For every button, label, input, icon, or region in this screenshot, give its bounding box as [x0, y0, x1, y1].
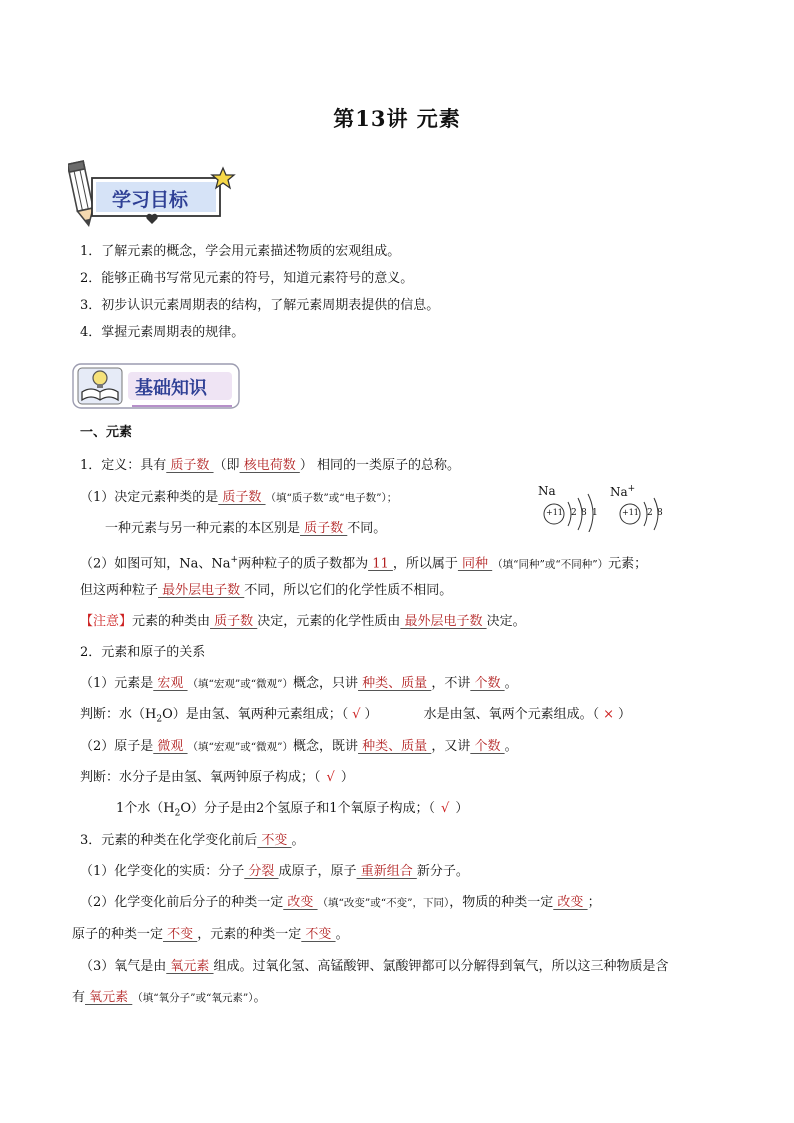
- text: 。: [504, 676, 518, 691]
- answer: 不变: [163, 927, 198, 942]
- text: Na: [610, 485, 628, 499]
- na-ion-shell-2: 8: [657, 508, 663, 518]
- section-3-line: [80, 832, 305, 850]
- text: O）分子是由2个氢原子和1个氧原子构成；（: [180, 801, 436, 816]
- hint-note: （填“同种”或“不同种”）: [492, 558, 609, 571]
- judge-1-line: [80, 706, 631, 729]
- c2b-line: [72, 926, 349, 944]
- answer: 宏观: [153, 676, 188, 691]
- text: 一种元素与另一种元素的本区别是: [105, 521, 301, 536]
- na-shell-3: 1: [592, 508, 598, 518]
- text: 判断：水分子是由氢、氧两钟原子构成；（: [80, 770, 321, 785]
- text: O）是由氢、氧两种元素组成；（: [162, 707, 349, 722]
- q1b-line: [105, 520, 386, 538]
- learning-goals-label: 学习目标: [112, 189, 189, 211]
- answer: 质子数: [300, 521, 348, 536]
- check-mark: √: [326, 770, 335, 785]
- text: 1个水（H: [116, 801, 175, 816]
- text: 不同，所以它们的化学性质不相同。: [244, 583, 453, 598]
- answer: 改变: [553, 895, 588, 910]
- text: （2）化学变化前后分子的种类一定: [80, 895, 284, 910]
- hint-note: （填“宏观”或“微观”）: [187, 678, 294, 690]
- text: 但这两种粒子: [80, 583, 159, 598]
- na-label: Na: [538, 484, 556, 498]
- answer: 氧元素: [85, 990, 133, 1005]
- hint-note: （填“氧分子”或“氧元素”）: [132, 992, 254, 1004]
- cross-mark: ×: [603, 707, 614, 722]
- text: 原子的种类一定: [72, 927, 164, 942]
- text: ；: [587, 895, 601, 910]
- na-shell-1: 2: [571, 508, 577, 518]
- q2b-line: [80, 582, 452, 600]
- goal-item-1: 1．了解元素的概念，学会用元素描述物质的宏观组成。: [80, 244, 401, 259]
- charge-sup: +: [230, 555, 239, 565]
- text: 。: [504, 739, 518, 754]
- na-nucleus: +11: [546, 508, 563, 517]
- text: ）: [340, 770, 354, 785]
- text: 概念，只讲: [293, 676, 359, 691]
- answer-proton-number: 质子数: [166, 458, 214, 473]
- answer: 种类、质量: [358, 676, 432, 691]
- text: ，不讲: [431, 676, 471, 691]
- answer: 氧元素: [166, 959, 214, 974]
- text: （1）化学变化的实质：分子: [80, 864, 245, 879]
- text: 。: [335, 927, 349, 942]
- na-shell-2: 8: [581, 508, 587, 518]
- page-title: 第13讲 元素: [333, 106, 461, 131]
- charge-sup: +: [627, 484, 636, 494]
- answer: 个数: [470, 739, 505, 754]
- judge-2-line: [80, 769, 354, 787]
- answer: 微观: [153, 739, 188, 754]
- check-mark: √: [441, 801, 450, 816]
- text: ，又讲: [431, 739, 471, 754]
- hint-note: （填“改变”或“不变”，下同）: [317, 897, 450, 909]
- text: ，所以属于: [392, 556, 458, 572]
- text: 1．定义：具有: [80, 458, 167, 473]
- q1-line: [80, 489, 397, 507]
- judge-3-line: [116, 800, 468, 823]
- text: （即: [213, 458, 240, 473]
- goal-item-2: 2．能够正确书写常见元素的符号，知道元素符号的意义。: [80, 271, 414, 286]
- answer: 不变: [257, 833, 292, 848]
- answer: 种类、质量: [358, 739, 432, 754]
- shell-arcs-icon: [534, 482, 674, 532]
- text: 决定，元素的化学性质由: [257, 614, 401, 629]
- e1-line: [80, 675, 518, 693]
- text: （3）氧气是由: [80, 959, 167, 974]
- section-2-heading: 2．元素和原子的关系: [80, 645, 206, 660]
- check-mark: √: [352, 707, 361, 722]
- c3-line: [80, 958, 669, 976]
- basic-knowledge-label: 基础知识: [135, 378, 207, 399]
- text: ）: [455, 801, 469, 816]
- text: （1）决定元素种类的是: [80, 490, 219, 505]
- text: ） 相同的一类原子的总称。: [299, 458, 460, 473]
- text: （2）原子是: [80, 739, 154, 754]
- attention-line: [80, 613, 526, 631]
- answer-nuclear-charge: 核电荷数: [239, 458, 300, 473]
- text: （2）如图可知，Na、Na: [80, 556, 231, 572]
- subscript: 2: [156, 714, 163, 725]
- text: 成原子，原子: [278, 864, 357, 879]
- text: 元素的种类由: [132, 614, 211, 629]
- goal-item-3: 3．初步认识元素周期表的结构，了解元素周期表提供的信息。: [80, 298, 440, 313]
- hint-note: （填“宏观”或“微观”）: [187, 741, 294, 753]
- text: ，元素的种类一定: [197, 927, 302, 942]
- text: 3．元素的种类在化学变化前后: [80, 833, 258, 848]
- answer: 11: [368, 556, 393, 572]
- answer: 最外层电子数: [400, 614, 487, 629]
- text: 两种粒子的质子数都为: [238, 556, 369, 572]
- text: 元素；: [608, 556, 648, 572]
- text: 新分子。: [416, 864, 469, 879]
- answer: 最外层电子数: [158, 583, 245, 598]
- answer: 质子数: [210, 614, 258, 629]
- text: 组成。过氧化氢、高锰酸钾、氯酸钾都可以分解得到氧气，所以这三种物质是含: [213, 959, 669, 974]
- subscript: 2: [174, 808, 181, 819]
- text: 水是由氢、氧两个元素组成。（: [423, 707, 600, 722]
- definition-line: [80, 457, 460, 475]
- text: 不同。: [347, 521, 387, 536]
- answer: 质子数: [218, 490, 266, 505]
- answer: 改变: [283, 895, 318, 910]
- answer: 同种: [457, 556, 493, 572]
- q2-line: [80, 551, 647, 573]
- answer: 重新组合: [356, 864, 417, 879]
- answer: 个数: [470, 676, 505, 691]
- c2-line: [80, 894, 601, 912]
- basic-knowledge-badge: [72, 362, 244, 414]
- e2-line: [80, 738, 518, 756]
- text: 概念，既讲: [293, 739, 359, 754]
- answer: 不变: [301, 927, 336, 942]
- text: （1）元素是: [80, 676, 154, 691]
- attention-tag: 【注意】: [80, 614, 133, 629]
- text: ）: [617, 707, 631, 722]
- c3b-line: [72, 989, 267, 1007]
- text: 。: [291, 833, 305, 848]
- hint-note: （填“质子数”或“电子数”）；: [265, 492, 398, 504]
- c1-line: [80, 863, 469, 881]
- text: ，物质的种类一定: [449, 895, 554, 910]
- na-ion-shell-1: 2: [647, 508, 653, 518]
- text: 判断：水（H: [80, 707, 157, 722]
- learning-goals-badge: [68, 158, 243, 230]
- atom-structure-diagram: [534, 482, 674, 532]
- text: 有: [72, 990, 86, 1005]
- text: 。: [253, 990, 267, 1005]
- na-ion-nucleus: +11: [622, 508, 639, 517]
- answer: 分裂: [244, 864, 279, 879]
- section-heading-elements: 一、元素: [80, 425, 133, 440]
- text: 决定。: [486, 614, 526, 629]
- text: ）: [364, 707, 378, 722]
- goal-item-4: 4．掌握元素周期表的规律。: [80, 325, 245, 340]
